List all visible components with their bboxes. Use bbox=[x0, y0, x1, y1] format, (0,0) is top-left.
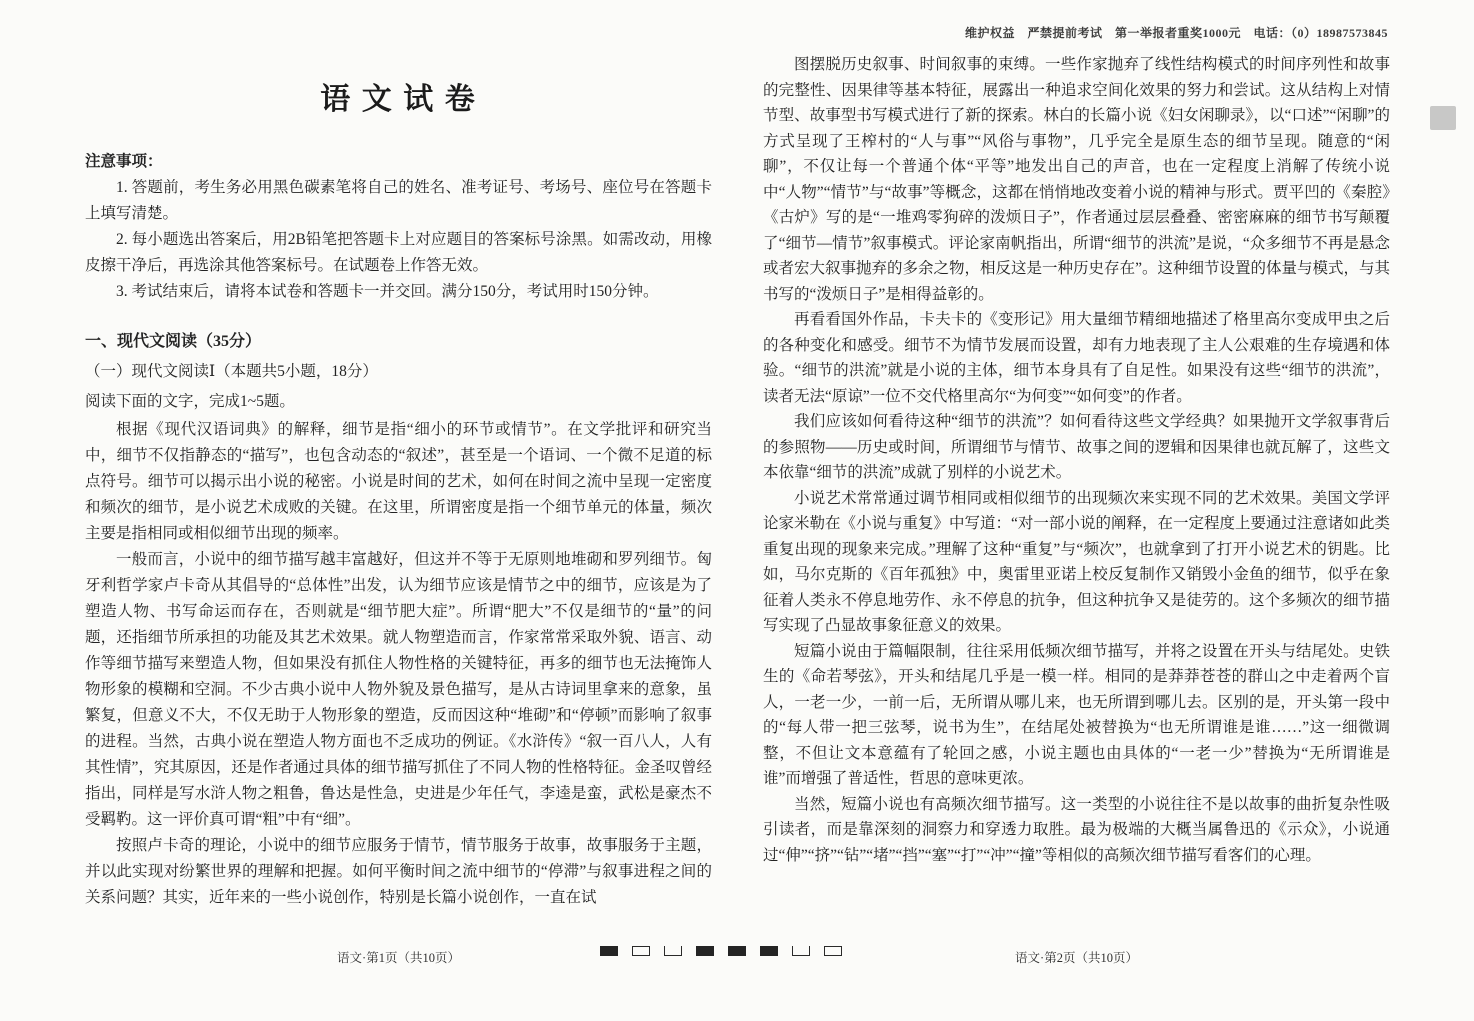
page-2 bbox=[763, 52, 1390, 868]
body-paragraph: 短篇小说由于篇幅限制，往往采用低频次细节描写，并将之设置在开头与结尾处。史铁生的《命若琴弦》，开头和结尾几乎是一模一样。相同的是莽莽苍苍的群山之中走着两个盲人，一老一少，一前一后，无所谓从哪儿来，也无所谓到哪儿去。区别的是，开头第一段中的“每人带一把三弦琴，说书为生”，在结尾处被替换为“也无所谓谁是谁……”这一细微调整，不但让文本意蕴有了轮回之感，小说主题也由具体的“一老一少”替换为“无所谓谁是谁”而增强了普适性，哲思的意味更浓。 bbox=[763, 642, 1390, 787]
registration-mark bbox=[728, 946, 746, 956]
body-paragraph: 一般而言，小说中的细节描写越丰富越好，但这并不等于无原则地堆砌和罗列细节。匈牙利哲学家卢卡奇从其倡导的“总体性”出发，认为细节应该是情节之中的细节，应该是为了塑造人物、书写命运而存在，否则就是“细节肥大症”。所谓“肥大”不仅是细节的“量”的问题，还指细节所承担的功能及其艺术效果。就人物塑造而言，作家常常采取外貌、语言、动作等细节描写来塑造人物，但如果没有抓住人物性格的关键特征，再多的细节也无法掩饰人物形象的模糊和空洞。不少古典小说中人物外貌及景色描写，是从古诗词里拿来的意象，虽繁复，但意义不大，不仅无助于人物形象的塑造，反而因这种“堆砌”和“停顿”而影响了叙事的进程。当然，古典小说在塑造人物方面也不乏成功的例证。《水浒传》“叙一百八人，人有其性情”，究其原因，还是作者通过具体的细节描写抓住了不同人物的性格特征。金圣叹曾经指出，同样是写水浒人物之粗鲁，鲁达是性急，史进是少年任气，李逵是蛮，武松是豪杰不受羁靮。这一评价真可谓“粗”中有“细”。 bbox=[85, 551, 712, 828]
note-item-3: 3. 考试结束后，请将本试卷和答题卡一并交回。满分150分，考试用时150分钟。 bbox=[116, 283, 659, 300]
section-heading-modern-reading: 一、现代文阅读（35分） bbox=[85, 333, 262, 350]
page-1-footer: 语文·第1页（共10页） bbox=[337, 951, 460, 965]
registration-mark bbox=[696, 946, 714, 956]
registration-mark bbox=[600, 946, 618, 956]
anti-cheat-notice: 维护权益 严禁提前考试 第一举报者重奖1000元 电话：（0）18987573845 bbox=[964, 26, 1388, 40]
body-paragraph: 图摆脱历史叙事、时间叙事的束缚。一些作家抛弃了线性结构模式的时间序列性和故事的完整性、因果律等基本特征，展露出一种追求空间化效果的努力和尝试。这从结构上对情节型、故事型书写模式进行了新的探索。林白的长篇小说《妇女闲聊录》，以“口述”“闲聊”的方式呈现了王榨村的“人与事”“风俗与事物”，几乎完全是原生态的细节呈现。随意的“闲聊”，不仅让每一个普通个体“平等”地发出自己的声音，也在一定程度上消解了传统小说中“人物”“情节”与“故事”等概念，这都在悄悄地改变着小说的精神与形式。贾平凹的《秦腔》《古炉》写的是“一堆鸡零狗碎的泼烦日子”，作者通过层层叠叠、密密麻麻的细节书写颠覆了“细节—情节”叙事模式。评论家南帆指出，所谓“细节的洪流”是说，“众多细节不再是悬念或者宏大叙事抛弃的多余之物，相反这是一种历史存在”。这种细节设置的体量与模式，与其书写的“泼烦日子”是相得益彰的。 bbox=[763, 56, 1390, 303]
reading-instruction: 阅读下面的文字，完成1~5题。 bbox=[85, 393, 295, 410]
page-2-footer: 语文·第2页（共10页） bbox=[1015, 951, 1138, 965]
body-paragraph: 根据《现代汉语词典》的解释，细节是指“细小的环节或情节”。在文学批评和研究当中，细节不仅指静态的“描写”，也包含动态的“叙述”，甚至是一个语词、一个微不足道的标点符号。细节可以揭示出小说的秘密。小说是时间的艺术，如何在时间之流中呈现一定密度和频次的细节，是小说艺术成败的关键。在这里，所谓密度是指一个细节单元的体量，频次主要是指相同或相似细节出现的频率。 bbox=[85, 421, 712, 542]
registration-mark bbox=[824, 946, 842, 956]
page-1 bbox=[85, 60, 712, 911]
registration-mark bbox=[632, 946, 650, 956]
body-paragraph: 当然，短篇小说也有高频次细节描写。这一类型的小说往往不是以故事的曲折复杂性吸引读者，而是靠深刻的洞察力和穿透力取胜。最为极端的大概当属鲁迅的《示众》，小说通过“伸”“挤”“钻”“堵”“挡”“塞”“打”“冲”“撞”等相似的高频次细节描写看客们的心理。 bbox=[763, 795, 1390, 864]
registration-marks bbox=[600, 946, 842, 956]
body-paragraph: 我们应该如何看待这种“细节的洪流”？如何看待这些文学经典？如果抛开文学叙事背后的参照物——历史或时间，所谓细节与情节、故事之间的逻辑和因果律也就瓦解了，这些文本依靠“细节的洪流”成就了别样的小说艺术。 bbox=[763, 413, 1390, 481]
body-paragraph: 小说艺术常常通过调节相同或相似细节的出现频次来实现不同的艺术效果。美国文学评论家米勒在《小说与重复》中写道：“对一部小说的阐释，在一定程度上要通过注意诸如此类重复出现的现象来完成。”理解了这种“重复”与“频次”，也就拿到了打开小说艺术的钥匙。比如，马尔克斯的《百年孤独》中，奥雷里亚诺上校反复制作又销毁小金鱼的细节，似乎在象征着人类永不停息地劳作、永不停息的抗争，但这种抗争又是徒劳的。这个多频次的细节描写实现了凸显故事象征意义的效果。 bbox=[763, 489, 1390, 634]
note-item-2: 2. 每小题选出答案后，用2B铅笔把答题卡上对应题目的答案标号涂黑。如需改动，用橡皮擦干净后，再选涂其他答案标号。在试题卷上作答无效。 bbox=[85, 231, 712, 274]
registration-mark bbox=[760, 946, 778, 956]
body-paragraph: 再看看国外作品，卡夫卡的《变形记》用大量细节精细地描述了格里高尔变成甲虫之后的各种变化和感受。细节不为情节发展而设置，却有力地表现了主人公艰难的生存境遇和体验。“细节的洪流”就是小说的主体，细节本身具有了自足性。如果没有这些“细节的洪流”，读者无法“原谅”一位不交代格里高尔“为何变”“如何变”的作者。 bbox=[763, 311, 1390, 405]
notes-heading: 注意事项： bbox=[85, 153, 163, 170]
paper-title: 语 文 试 卷 bbox=[320, 83, 477, 116]
body-paragraph: 按照卢卡奇的理论，小说中的细节应服务于情节，情节服务于故事，故事服务于主题，并以此实现对纷繁世界的理解和把握。如何平衡时间之流中细节的“停滞”与叙事进程之间的关系问题？其实，近年来的一些小说创作，特别是长篇小说创作，一直在试 bbox=[85, 837, 712, 906]
registration-mark bbox=[792, 946, 810, 956]
note-item-1: 1. 答题前，考生务必用黑色碳素笔将自己的姓名、准考证号、考场号、座位号在答题卡上填写清楚。 bbox=[85, 179, 712, 222]
registration-mark bbox=[664, 946, 682, 956]
scan-artifact bbox=[1430, 106, 1456, 130]
subsection-heading-reading-1: （一）现代文阅读Ⅰ（本题共5小题，18分） bbox=[85, 363, 378, 380]
